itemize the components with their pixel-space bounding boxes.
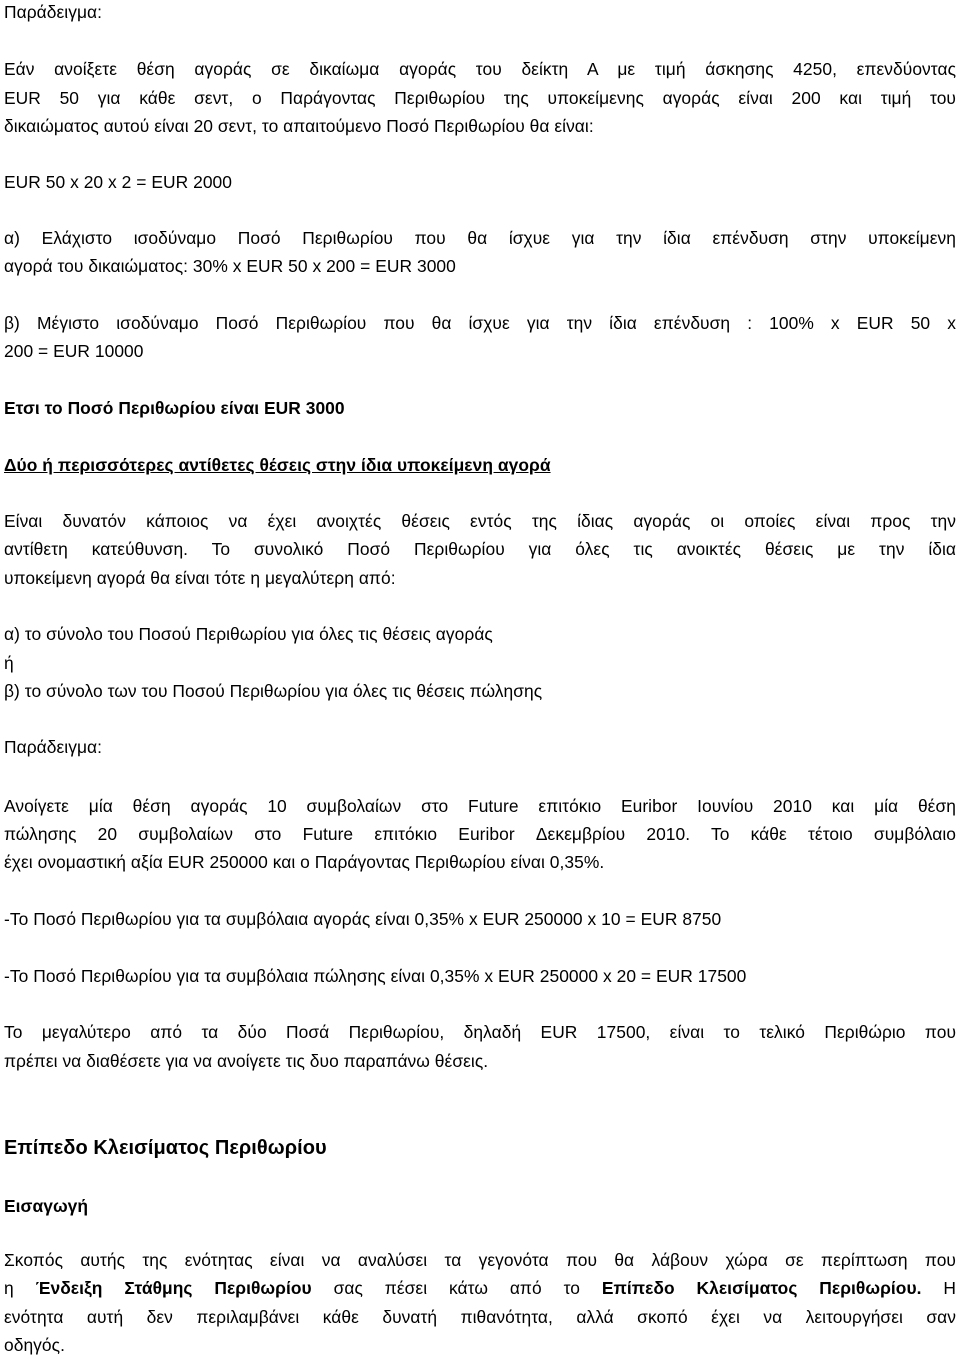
section-heading: Δύο ή περισσότερες αντίθετες θέσεις στην ίδια υποκείμενη αγορά	[4, 455, 551, 475]
calculation-line: -Το Ποσό Περιθωρίου για τα συμβόλαια πώλησης είναι 0,35% x EUR 250000 x 20 = EUR 17500	[4, 966, 747, 986]
result-line: Ετσι το Ποσό Περιθωρίου είναι EUR 3000	[4, 398, 345, 418]
paragraph-line	[4, 1277, 956, 1299]
option-b: β) το σύνολο των του Ποσού Περιθωρίου για όλες τις θέσεις πώλησης	[4, 681, 543, 701]
paragraph-line: Το μεγαλύτερο από τα δύο Ποσά Περιθωρίου, δηλαδή EUR 17500, είναι το τελικό Περιθώριο που	[4, 1022, 956, 1042]
paragraph-line: Ανοίγετε μία θέση αγοράς 10 συμβολαίων στο Future επιτόκιο Euribor Ιουνίου 2010 και μία θέση	[4, 796, 956, 816]
paragraph-line: δικαιώματος αυτού είναι 20 σεντ, το απαιτούμενο Ποσό Περιθωρίου θα είναι:	[4, 116, 594, 136]
paragraph-line: έχει ονομαστική αξία EUR 250000 και ο Παράγοντας Περιθωρίου είναι 0,35%.	[4, 852, 605, 872]
paragraph-line: πώλησης 20 συμβολαίων στο Future επιτόκιο Euribor Δεκεμβρίου 2010. Το κάθε τέτοιο συμβόλαιο	[4, 824, 956, 844]
option-or: ή	[4, 653, 14, 673]
paragraph-line: ενότητα αυτή δεν περιλαμβάνει κάθε δυνατή πιθανότητα, αλλά σκοπό έχει να λειτουργήσει σαν	[4, 1307, 956, 1327]
paragraph-line: Εάν ανοίξετε θέση αγοράς σε δικαίωμα αγοράς του δείκτη Α με τιμή άσκησης 4250, επενδύοντας	[4, 59, 956, 79]
bold-term: Επίπεδο Κλεισίματος Περιθωρίου.	[601, 1278, 922, 1298]
list-item-b-line: β) Μέγιστο ισοδύναμο Ποσό Περιθωρίου που θα ίσχυε για την ίδια επένδυση : 100% x EUR 50 x	[4, 313, 956, 333]
text-run: Η	[921, 1278, 956, 1298]
example-heading: Παράδειγμα:	[4, 2, 103, 22]
list-item-a-line: α) Ελάχιστο ισοδύναμο Ποσό Περιθωρίου που θα ίσχυε για την ίδια επένδυση στην υποκείμενη	[4, 228, 956, 248]
calculation-line: -Το Ποσό Περιθωρίου για τα συμβόλαια αγοράς είναι 0,35% x EUR 250000 x 10 = EUR 8750	[4, 909, 722, 929]
bold-term: Ένδειξη Στάθμης Περιθωρίου	[35, 1278, 312, 1298]
paragraph-line: EUR 50 για κάθε σεντ, ο Παράγοντας Περιθωρίου της υποκείμενης αγοράς είναι 200 και τιμή του	[4, 88, 956, 108]
paragraph-line: υποκείμενη αγορά θα είναι τότε η μεγαλύτερη από:	[4, 568, 396, 588]
list-item-b-line: 200 = EUR 10000	[4, 341, 144, 361]
text-run: η	[4, 1278, 36, 1298]
subsection-heading: Εισαγωγή	[4, 1196, 89, 1216]
option-a: α) το σύνολο του Ποσού Περιθωρίου για όλες τις θέσεις αγοράς	[4, 624, 493, 644]
paragraph-line: οδηγός.	[4, 1335, 65, 1355]
text-run: σας πέσει κάτω από το	[311, 1278, 602, 1298]
paragraph-line: Σκοπός αυτής της ενότητας είναι να αναλύσει τα γεγονότα που θα λάβουν χώρα σε περίπτωση που	[4, 1250, 956, 1270]
paragraph-line: αντίθετη κατεύθυνση. Το συνολικό Ποσό Περιθωρίου για όλες τις ανοικτές θέσεις με την ίδια	[4, 539, 956, 559]
list-item-a-line: αγορά του δικαιώματος: 30% x EUR 50 x 200 = EUR 3000	[4, 256, 456, 276]
paragraph-line: Είναι δυνατόν κάποιος να έχει ανοιχτές θέσεις εντός της ίδιας αγοράς οι οποίες είναι προς την	[4, 511, 956, 531]
example-heading: Παράδειγμα:	[4, 737, 103, 757]
paragraph-line: πρέπει να διαθέσετε για να ανοίγετε τις δυο παραπάνω θέσεις.	[4, 1051, 489, 1071]
calculation-line: EUR 50 x 20 x 2 = EUR 2000	[4, 172, 232, 192]
section-heading: Επίπεδο Κλεισίματος Περιθωρίου	[4, 1137, 327, 1159]
